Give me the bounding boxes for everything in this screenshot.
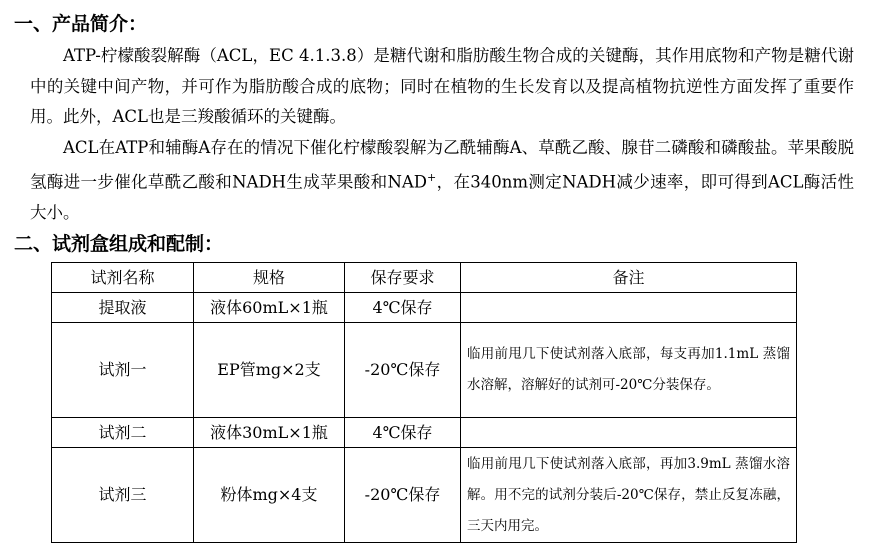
reagent-note	[461, 418, 797, 448]
intro-text	[30, 41, 854, 229]
reagent-note: 临用前甩几下使试剂落入底部，再加3.9mL 蒸馏水溶解。用不完的试剂分装后-20℃保存，禁止反复冻融，三天内用完。	[461, 448, 797, 543]
header-cell-name: 试剂名称	[52, 263, 194, 293]
reagent-name: 试剂二	[52, 418, 194, 448]
table-row	[52, 323, 797, 418]
intro-paragraph-1: ATP-柠檬酸裂解酶（ACL，EC 4.1.3.8）是糖代谢和脂肪酸生物合成的关键酶，其作用底物和产物是糖代谢中的关键中间产物，并可作为脂肪酸合成的底物；同时在植物的生长发育以及提高植物抗逆性方面发挥了重要作用。此外，ACL也是三羧酸循环的关键酶。	[30, 46, 854, 127]
paragraph-2-text-b: ，在340nm测定NADH减少速率，即可得到ACL酶活性大小。	[30, 172, 854, 223]
reagent-storage: -20℃保存	[345, 323, 461, 418]
reagent-name: 试剂一	[52, 323, 194, 418]
table-row	[52, 448, 797, 543]
section-title-product-intro: 一、产品简介：	[14, 13, 148, 35]
reagent-spec: EP管mg×2支	[194, 323, 345, 418]
reagent-storage: -20℃保存	[345, 448, 461, 543]
section-title-kit-composition: 二、试剂盒组成和配制：	[14, 233, 224, 255]
table-row	[52, 418, 797, 448]
nad-plus-superscript: +	[427, 171, 437, 185]
reagent-spec: 液体60mL×1瓶	[194, 293, 345, 323]
reagent-storage: 4℃保存	[345, 418, 461, 448]
reagent-name: 提取液	[52, 293, 194, 323]
intro-paragraph-2	[30, 133, 854, 229]
table-row	[52, 293, 797, 323]
reagent-note: 临用前甩几下使试剂落入底部，每支再加1.1mL 蒸馏水溶解，溶解好的试剂可-20℃分装保存。	[461, 323, 797, 418]
header-cell-storage: 保存要求	[345, 263, 461, 293]
reagent-name: 试剂三	[52, 448, 194, 543]
header-cell-note: 备注	[461, 263, 797, 293]
header-cell-spec: 规格	[194, 263, 345, 293]
reagent-spec: 液体30mL×1瓶	[194, 418, 345, 448]
reagent-note	[461, 293, 797, 323]
paragraph-2-text-a: ACL在ATP和辅酶A存在的情况下催化柠檬酸裂解为乙酰辅酶A、草酰乙酸、腺苷二磷酸和磷酸盐。苹果酸脱氢酶进一步催化草酰乙酸和NADH生成苹果酸和NAD	[30, 137, 854, 192]
kit-composition-table	[51, 262, 797, 543]
table-header-row	[52, 263, 797, 293]
reagent-spec: 粉体mg×4支	[194, 448, 345, 543]
reagent-storage: 4℃保存	[345, 293, 461, 323]
